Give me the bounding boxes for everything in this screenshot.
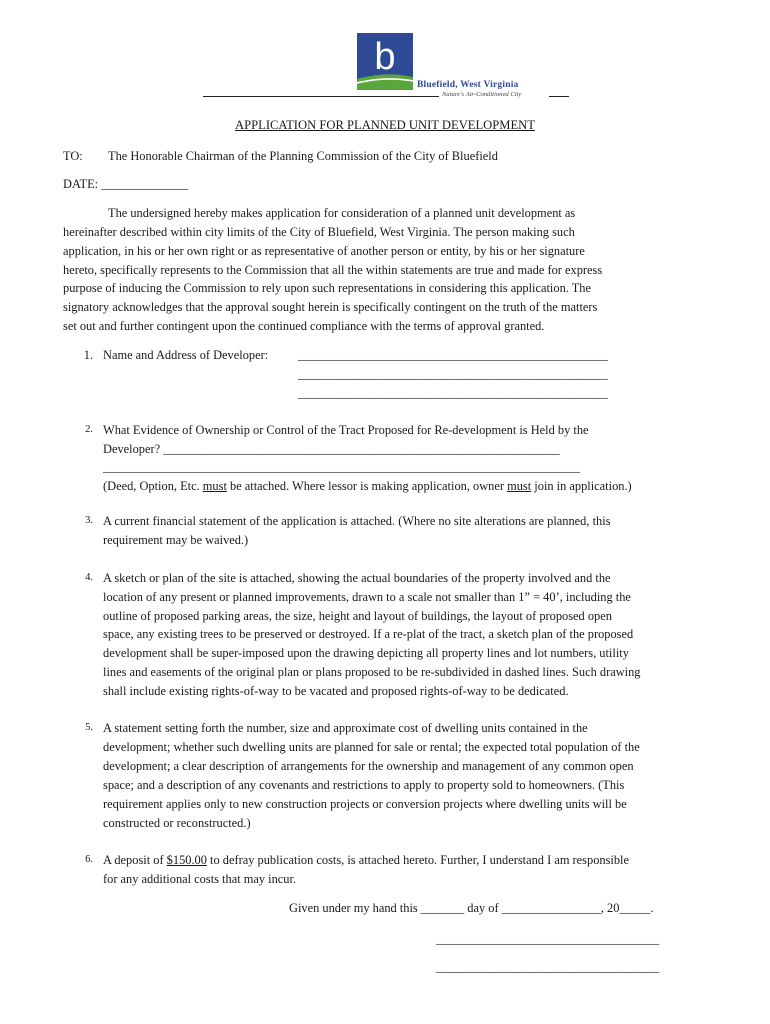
intro-line: The undersigned hereby makes application for consideration of a planned unit development as: [108, 206, 576, 220]
intro-line: hereinafter described within city limits of the City of Bluefield, West Virginia. The person making such: [63, 225, 575, 239]
item-3-line: A current financial statement of the application is attached. (Where no site alterations are planned, this: [103, 514, 611, 528]
item-4-line: development shall be super-imposed upon the drawing depicting all property lines and lot numbers, utility: [103, 646, 629, 660]
item-3-line: requirement may be waived.): [103, 533, 249, 547]
to-label: TO:: [63, 149, 83, 163]
item-5-number: 5.: [85, 722, 93, 733]
city-logo: [357, 33, 413, 90]
signature-field[interactable]: ____________________________________: [436, 960, 660, 974]
header-rule-left: [203, 96, 439, 97]
item-5-line: development; a clear description of arrangements for the ownership and management of any common open: [103, 759, 634, 773]
item-4-line: outline of proposed parking areas, the size, height and layout of buildings, the layout of proposed open: [103, 609, 612, 623]
item-5-line: development; whether such dwelling units are planned for sale or rental; the expected total population of the: [103, 740, 640, 754]
item-5-line: constructed or reconstructed.): [103, 816, 251, 830]
note-emphasis: must: [507, 479, 532, 493]
item-6-line: for any additional costs that may incur.: [103, 872, 297, 886]
note-text: (Deed, Option, Etc.: [103, 479, 203, 493]
intro-line: signatory acknowledges that the approval sought herein is specifically contingent on the truth of the matters: [63, 300, 598, 314]
header-rule-right: [549, 96, 569, 97]
logo-tagline: Nature's Air-Conditioned City: [442, 91, 522, 98]
intro-line: application, in his or her own right or as representative of another person or entity, by his or her signature: [63, 244, 585, 258]
item-6-number: 6.: [85, 854, 93, 865]
ownership-field[interactable]: Developer? ________________________________________________________________: [103, 442, 560, 456]
intro-line: set out and further contingent upon the continued compliance with the terms of approval granted.: [63, 319, 545, 333]
note-text: join in application.): [531, 479, 632, 493]
item-5-line: requirement applies only to new construction projects or conversion projects where dwelling units will be: [103, 797, 627, 811]
developer-address-field[interactable]: __________________________________________________: [298, 386, 608, 400]
date-field[interactable]: DATE: ______________: [63, 177, 188, 191]
given-under-hand-line[interactable]: Given under my hand this _______ day of ________________, 20_____.: [289, 901, 654, 915]
item-4-number: 4.: [85, 572, 93, 583]
ownership-question: What Evidence of Ownership or Control of the Tract Proposed for Re-development is Held by the: [103, 423, 589, 437]
ownership-field[interactable]: _____________________________________________________________________________: [103, 460, 581, 474]
deposit-text: to defray publication costs, is attached hereto. Further, I understand I am responsible: [206, 853, 629, 867]
item-4-line: A sketch or plan of the site is attached, showing the actual boundaries of the property involved and the: [103, 571, 611, 585]
signature-field[interactable]: ____________________________________: [436, 932, 660, 946]
item-6-line: [103, 853, 629, 868]
item-4-line: lines and easements of the original plan or plans proposed to be re-subdivided in dashed lines. Such drawing: [103, 665, 641, 679]
note-emphasis: must: [202, 479, 227, 493]
developer-address-field[interactable]: __________________________________________________: [298, 367, 608, 381]
item-3-number: 3.: [85, 515, 93, 526]
deposit-amount: $150.00: [166, 853, 207, 867]
item-2-number: 2.: [85, 424, 93, 435]
ownership-note: [103, 479, 632, 494]
logo-name: Bluefield, West Virginia: [417, 80, 519, 90]
logo-letter: b: [374, 36, 396, 78]
item-1-number: 1.: [83, 348, 93, 362]
note-text: be attached. Where lessor is making application, owner: [226, 479, 508, 493]
deposit-text: A deposit of: [103, 853, 167, 867]
item-4-line: location of any present or planned improvements, drawn to a scale not smaller than 1” = 40’, including the: [103, 590, 631, 604]
developer-name-field[interactable]: __________________________________________________: [298, 348, 608, 362]
item-5-line: space; and a description of any covenants and restrictions to apply to property sold to homeowners. (This: [103, 778, 625, 792]
city-logo-graphic: [357, 33, 413, 90]
intro-line: hereto, specifically represents to the Commission that all the within statements are true and made for express: [63, 263, 603, 277]
intro-line: purpose of inducing the Commission to rely upon such representations in considering this application. The: [63, 281, 592, 295]
page-title: APPLICATION FOR PLANNED UNIT DEVELOPMENT: [235, 118, 535, 132]
to-text: The Honorable Chairman of the Planning Commission of the City of Bluefield: [108, 149, 498, 163]
developer-name-label: Name and Address of Developer:: [103, 348, 269, 362]
item-4-line: space, any existing trees to be preserved or destroyed. If a re-plat of the tract, a sketch plan of the proposed: [103, 627, 634, 641]
item-5-line: A statement setting forth the number, size and approximate cost of dwelling units contained in the: [103, 721, 588, 735]
item-4-line: shall include existing rights-of-way to be vacated and proposed rights-of-way to be dedicated.: [103, 684, 569, 698]
